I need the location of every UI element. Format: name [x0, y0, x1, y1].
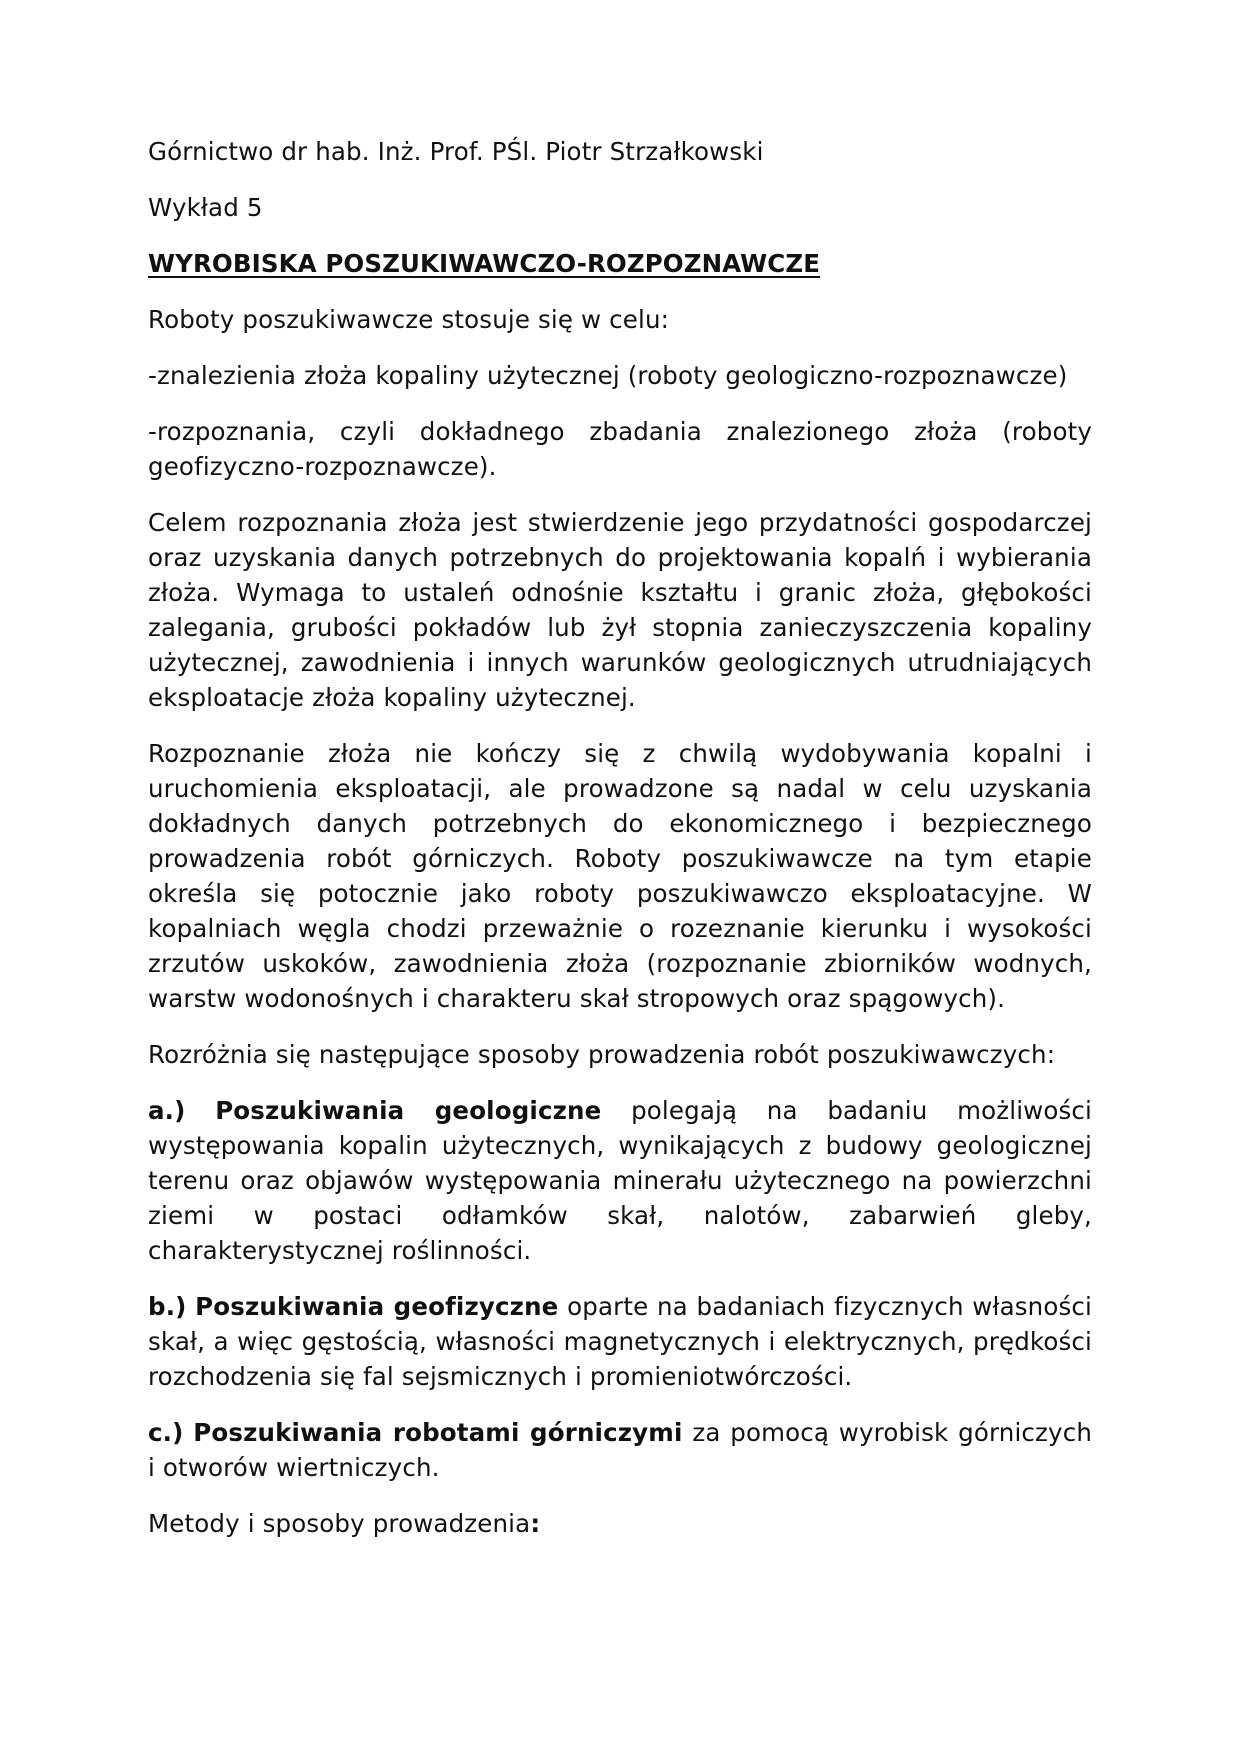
- section-title: WYROBISKA POSZUKIWAWCZO-ROZPOZNAWCZE: [148, 249, 821, 278]
- paragraph-deposit-goal: Celem rozpoznania złoża jest stwierdzenie jego przydatności gospodarczej oraz uzyskania danych potrzebnych do projektowania kopalń i wybierania złoża. Wymaga to ustaleń odnośnie kształtu i granic złoża, głębokości zalegania, grubości pokładów lub żył stopnia zanieczyszczenia kopaliny użytecznej, zawodnienia i innych warunków geologicznych utrudniających eksploatacje złoża kopaliny użytecznej.: [148, 508, 1092, 712]
- method-term: Poszukiwania geofizyczne: [195, 1292, 559, 1321]
- intro-text: Roboty poszukiwawcze stosuje się w celu:: [148, 305, 670, 334]
- course-header: Górnictwo dr hab. Inż. Prof. PŚl. Piotr Strzałkowski: [148, 137, 764, 166]
- closing-text: Metody i sposoby prowadzenia: [148, 1509, 531, 1538]
- method-marker: a.): [148, 1096, 186, 1125]
- method-description: polegają na badaniu możliwości występowania kopalin użytecznych, wynikających z budowy geologicznej terenu oraz objawów występowania minerału użytecznego na powierzchni ziemi w postaci odłamków skał, nalotów, zabarwień gleby, charakterystycznej roślinności.: [148, 1096, 1092, 1265]
- paragraph-methods-intro: Rozróżnia się następujące sposoby prowadzenia robót poszukiwawczych:: [148, 1040, 1056, 1069]
- method-marker: c.): [148, 1418, 184, 1447]
- purpose-item-2: -rozpoznania, czyli dokładnego zbadania znalezionego złoża (roboty geofizyczno-rozpoznawcze).: [148, 417, 1092, 481]
- method-item-c: [148, 1415, 1092, 1485]
- closing-colon: :: [530, 1509, 541, 1538]
- lecture-number: Wykład 5: [148, 193, 263, 222]
- closing-line: [148, 1506, 1092, 1541]
- method-term: Poszukiwania geologiczne: [215, 1096, 602, 1125]
- method-item-b: [148, 1289, 1092, 1394]
- method-term: Poszukiwania robotami górniczymi: [193, 1418, 683, 1447]
- method-description: oparte na badaniach fizycznych własności skał, a więc gęstością, własności magnetycznych i elektrycznych, prędkości rozchodzenia się fal sejsmicznych i promieniotwórczości.: [148, 1292, 1092, 1391]
- method-marker: b.): [148, 1292, 187, 1321]
- document-page: [148, 134, 1092, 1562]
- purpose-item-1: -znalezienia złoża kopaliny użytecznej (roboty geologiczno-rozpoznawcze): [148, 361, 1068, 390]
- method-item-a: [148, 1093, 1092, 1268]
- method-description: za pomocą wyrobisk górniczych i otworów wiertniczych.: [148, 1418, 1092, 1482]
- paragraph-ongoing-recognition: Rozpoznanie złoża nie kończy się z chwilą wydobywania kopalni i uruchomienia eksploatacji, ale prowadzone są nadal w celu uzyskania dokładnych danych potrzebnych do ekonomicznego i bezpiecznego prowadzenia robót górniczych. Roboty poszukiwawcze na tym etapie określa się potocznie jako roboty poszukiwawczo eksploatacyjne. W kopalniach węgla chodzi przeważnie o rozeznanie kierunku i wysokości zrzutów uskoków, zawodnienia złoża (rozpoznanie zbiorników wodnych, warstw wodonośnych i charakteru skał stropowych oraz spągowych).: [148, 739, 1092, 1013]
